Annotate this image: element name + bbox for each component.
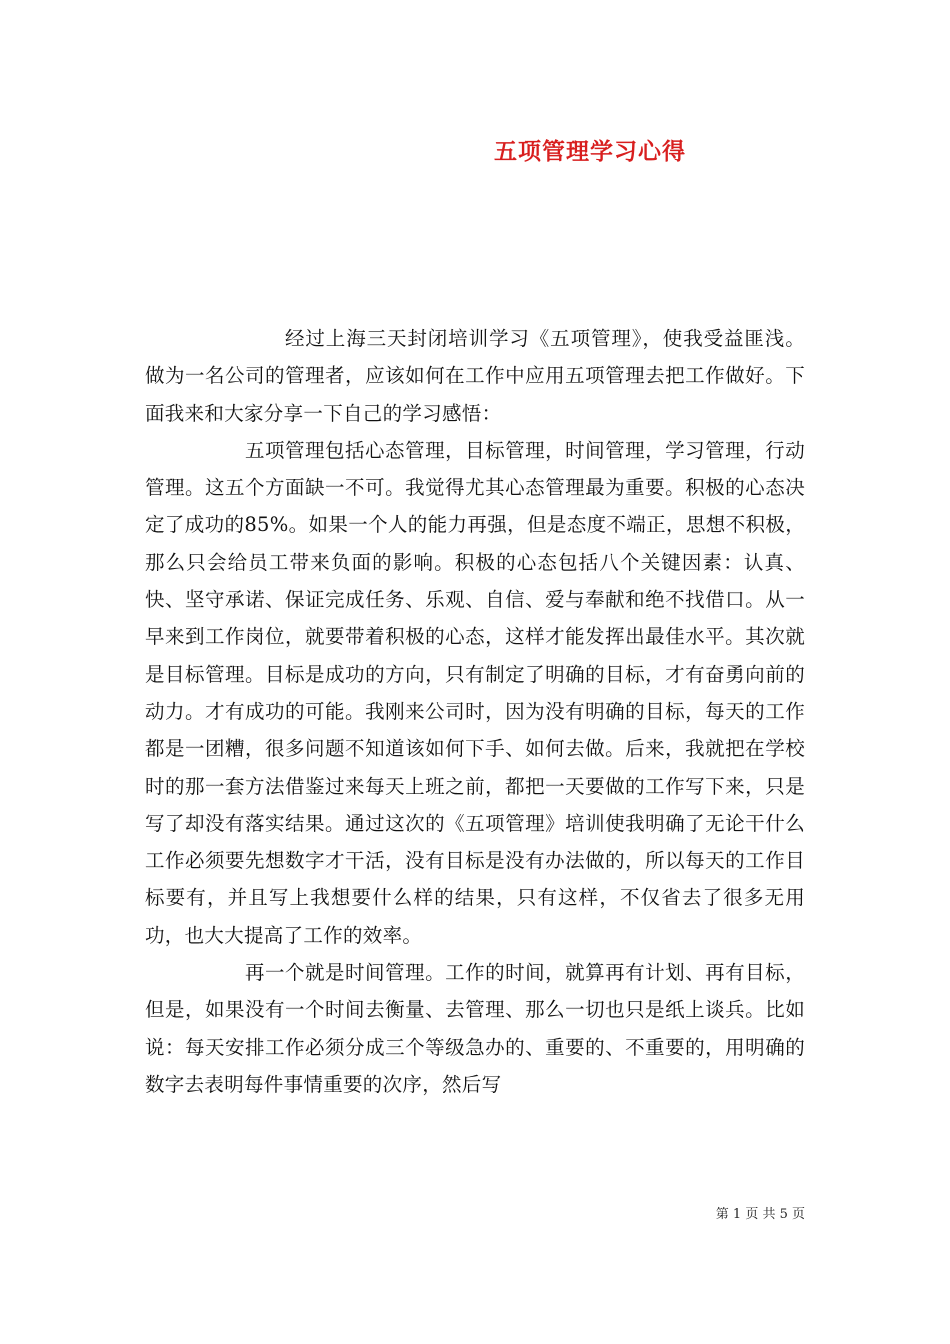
page-title: 五项管理学习心得	[494, 138, 686, 165]
paragraph-intro: 经过上海三天封闭培训学习《五项管理》，使我受益匪浅。做为一名公司的管理者，应该如何在工作中应用五项管理去把工作做好。下面我来和大家分享一下自己的学习感悟：	[145, 327, 805, 425]
page-number-footer: 第 1 页 共 5 页	[715, 1207, 805, 1222]
paragraph-time-management: 再一个就是时间管理。工作的时间，就算再有计划、再有目标，但是，如果没有一个时间去衡量、去管理、那么一切也只是纸上谈兵。比如说：每天安排工作必须分成三个等级急办的、重要的、不重要的，用明确的数字去表明每件事情重要的次序，然后写	[145, 961, 805, 1096]
paragraph-five-items: 五项管理包括心态管理，目标管理，时间管理，学习管理，行动管理。这五个方面缺一不可。我觉得尤其心态管理最为重要。积极的心态决定了成功的85%。如果一个人的能力再强，但是态度不端正，思想不积极，那么只会给员工带来负面的影响。积极的心态包括八个关键因素：认真、快、坚守承诺、保证完成任务、乐观、自信、爱与奉献和绝不找借口。从一早来到工作岗位，就要带着积极的心态，这样才能发挥出最佳水平。其次就是目标管理。目标是成功的方向，只有制定了明确的目标，才有奋勇向前的动力。才有成功的可能。我刚来公司时，因为没有明确的目标，每天的工作都是一团糟，很多问题不知道该如何下手、如何去做。后来，我就把在学校时的那一套方法借鉴过来每天上班之前，都把一天要做的工作写下来，只是写了却没有落实结果。通过这次的《五项管理》培训使我明确了无论干什么工作必须要先想数字才干活，没有目标是没有办法做的，所以每天的工作目标要有，并且写上我想要什么样的结果，只有这样，不仅省去了很多无用功，也大大提高了工作的效率。	[145, 438, 805, 947]
document-body	[145, 320, 805, 1103]
